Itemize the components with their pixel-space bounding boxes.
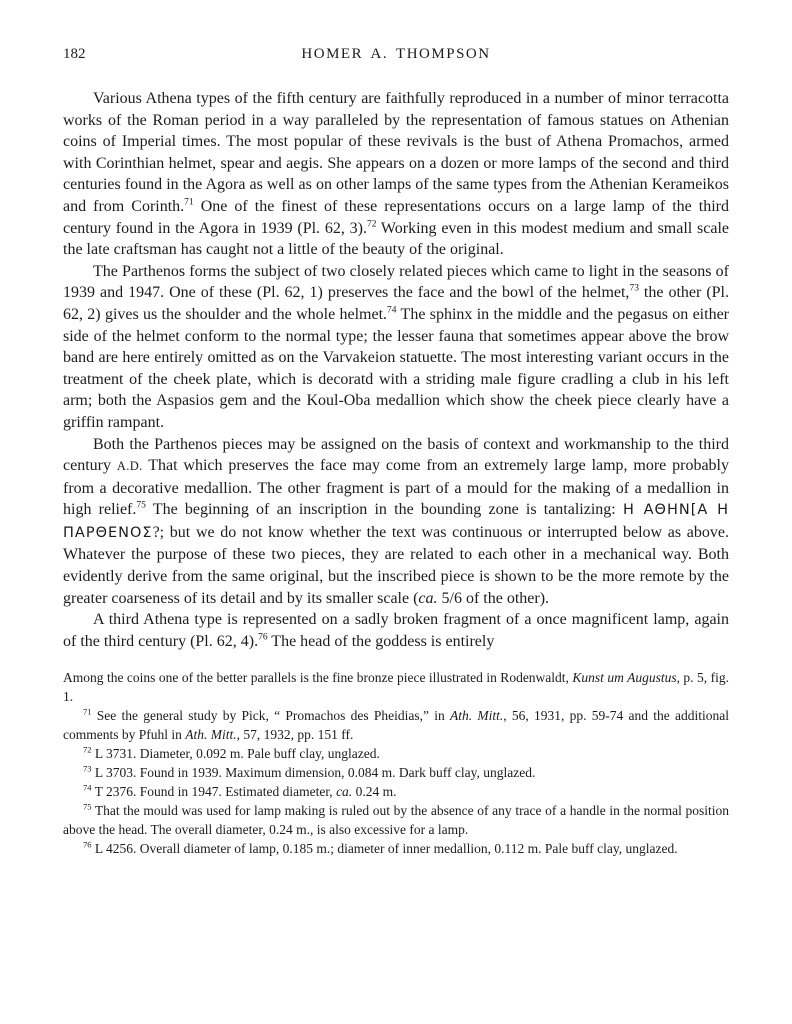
text-segment: ca. [336,784,353,800]
text-segment: Kunst um Augustus [572,670,677,686]
text-segment: The Parthenos forms the subject of two closely related pieces which came to light in the seasons of 1939 and 1947. One of these (Pl. 62, 1) preserves the face and the bowl of the helmet, [63,262,729,302]
footnote-marker: 76 [258,632,268,643]
text-segment: One of the finest of these representations occurs on a large lamp of the third century found in the Agora in 1939 (Pl. 62, 3). [63,197,730,237]
text-segment: Among the coins one of the better parallels is the fine bronze piece illustrated in Rodenwaldt, [63,670,573,686]
footnote-list [63,668,729,858]
footnote-marker: 73 [629,284,639,295]
paragraph [63,88,729,261]
footnote [63,839,729,858]
text-segment: That which preserves the face may come from an extremely large lamp, more probably from a decorative medallion. The other fragment is part of a mould for the making of a medallion in high relief. [63,457,729,519]
footnote [63,763,729,782]
paragraph [63,261,729,434]
text-segment: The head of the goddess is entirely [267,632,495,650]
footnote [63,706,729,744]
text-segment: the other (Pl. 62, 2) gives us the shoulder and the whole helmet. [63,284,729,323]
footnote-marker: 71 [184,197,194,208]
text-segment: A.D. [116,459,143,474]
text-segment: The beginning of an inscription in the bounding zone is tantalizing: [145,501,623,519]
text-segment: , 57, 1932, pp. 151 ff. [236,727,354,743]
footnote-marker: 72 [366,219,377,230]
footnote-marker: 72 [83,744,92,755]
footnote [63,744,729,763]
footnote-marker: 73 [83,763,92,774]
footnote [63,801,729,839]
text-segment: Working even in this modest medium and small scale the late craftsman has caught not a little of the beauty of the original. [63,219,729,259]
body-text [63,88,729,652]
text-segment: 5/6 of the other). [437,589,550,607]
footnote-marker: 71 [83,706,92,717]
text-segment: T 2376. Found in 1947. Estimated diameter, [91,784,337,800]
text-segment: Ath. Mitt. [450,708,504,724]
footnote-marker: 74 [83,782,92,793]
text-segment: That the mould was used for lamp making is ruled out by the absence of any trace of a handle in the normal position above the head. The overall diameter, 0.24 m., is also excessive for a lamp. [63,803,729,838]
text-segment: Ath. Mitt. [185,727,237,743]
text-segment: See the general study by Pick, “ Promachos des Pheidias,” in [91,708,450,724]
text-segment: L 3703. Found in 1939. Maximum dimension, 0.084 m. Dark buff clay, unglazed. [91,765,536,781]
greek-inscription: Η ΑΘΗΝ[Α Η ΠΑΡΘΕΝΟΣ [63,502,730,541]
footnote [63,668,729,706]
text-segment: Various Athena types of the fifth century are faithfully reproduced in a number of minor terracotta works of the Roman period in a way paralleled by the representation of famous statues on Athenian coins of Imperial times. The most popular of these revivals is the bust of Athena Promachos, armed with Corinthian helmet, spear and aegis. She appears on a dozen or more lamps of the second and third centuries found in the Agora as well as on other lamps of the same types from the Athenian Kerameikos and from Corinth. [63,90,729,215]
page-number: 182 [63,46,86,62]
footnote-marker: 74 [387,305,397,316]
text-segment: , p. 5, fig. 1. [63,670,729,705]
text-segment: L 4256. Overall diameter of lamp, 0.185 m.; diameter of inner medallion, 0.112 m. Pale buff clay, unglazed. [91,841,678,857]
running-head: HOMER A. THOMPSON [301,46,491,62]
footnote-marker: 75 [83,801,92,812]
text-segment: 0.24 m. [352,784,397,800]
footnote [63,782,729,801]
text-segment: The sphinx in the middle and the pegasus on either side of the helmet conform to the normal type; the lesser fauna that sometimes appear above the brow band are here entirely omitted as on the Varvakeion statuette. The most interesting variant occurs in the treatment of the cheek plate, which is decoratd with a striding male figure cradling a club in his left arm; both the Aspasios gem and the Koul-Oba medallion which show the cheek piece clearly have a griffin rampant. [63,305,730,431]
text-segment: A third Athena type is represented on a sadly broken fragment of a once magnificent lamp, again of the third century (Pl. 62, 4). [63,611,729,650]
page-header [63,46,729,66]
text-segment: L 3731. Diameter, 0.092 m. Pale buff clay, unglazed. [91,746,380,762]
text-segment: , 56, 1931, pp. 59-74 and the additional comments by Pfuhl in [63,708,729,743]
text-segment: ?; but we do not know whether the text was continuous or interrupted below as above. Whatever the purpose of these two pieces, they are related to each other in a mechanical way. Both evidently derive from the same original, but the inscribed piece is shown to be the more remote by the greater coarseness of its detail and by its smaller scale ( [63,523,729,607]
text-segment: Both the Parthenos pieces may be assigned on the basis of context and workmanship to the third century [63,435,729,475]
paragraph [63,434,729,610]
text-segment: ca. [418,589,438,607]
footnote-marker: 75 [136,500,146,511]
paragraph [63,609,729,652]
footnote-section [63,668,729,858]
footnote-marker: 76 [83,839,92,850]
